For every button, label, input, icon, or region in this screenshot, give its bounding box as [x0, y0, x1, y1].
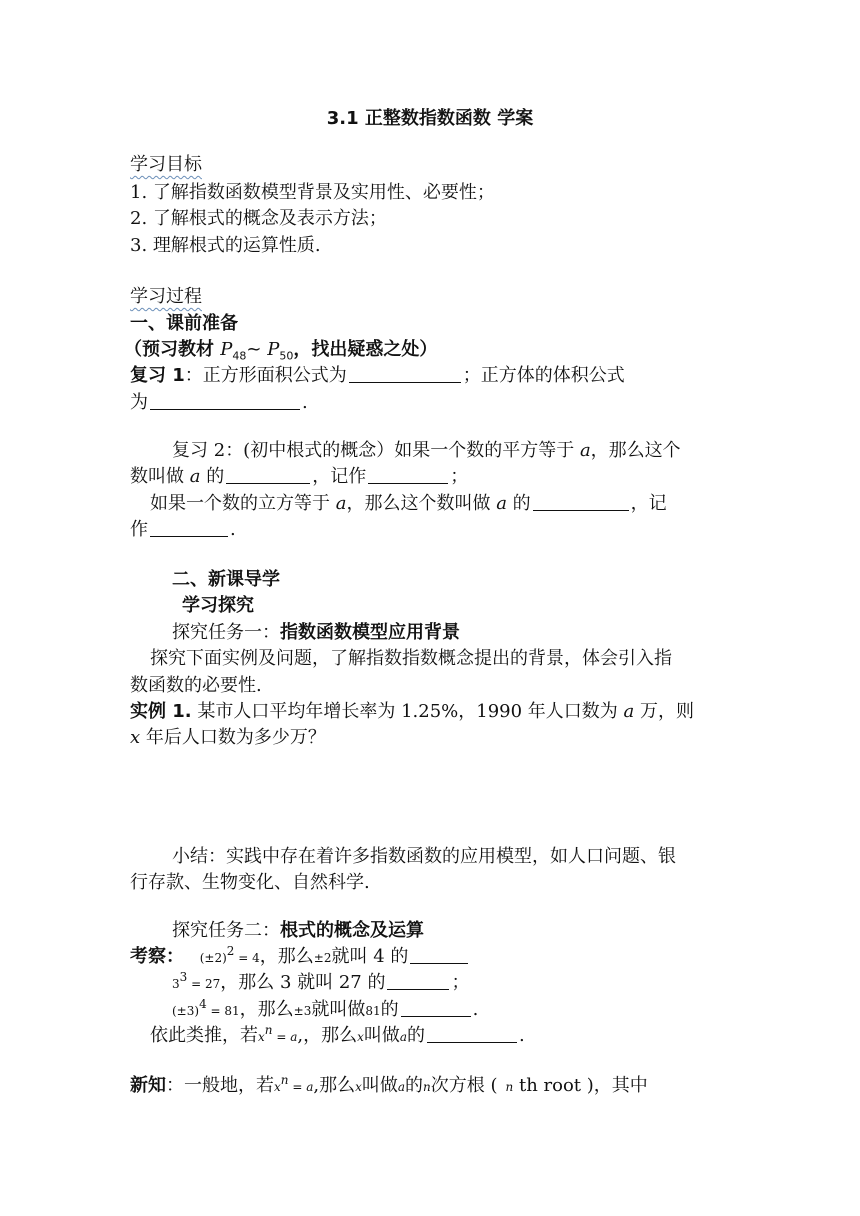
analogy-a: 依此类推，若 [150, 1025, 258, 1046]
example-text2: 万，则 [634, 701, 694, 722]
obs1-eq: = 4 [234, 951, 260, 965]
objective-item-2: 2. 了解根式的概念及表示方法； [130, 208, 387, 229]
example-line1 [130, 699, 694, 725]
example-text3: 年后人口数为多少万？ [140, 727, 326, 748]
obs1-exp: 2 [226, 944, 235, 958]
obs3-text3: 的 [380, 999, 399, 1020]
obs2-eq: = 27 [187, 977, 221, 991]
review1-text: ：正方形面积公式为 [184, 365, 347, 386]
obs2-text: ，那么 3 就叫 27 的 [220, 972, 386, 993]
task1-desc-1: 探究下面实例及问题，了解指数指数概念提出的背景，体会引入指 [150, 648, 672, 669]
newknow-line [130, 1073, 648, 1100]
review1-line2 [130, 390, 308, 416]
review1-label: 复习 1 [130, 365, 185, 386]
review2-line2c: ，记作 [312, 466, 367, 487]
review2-label: 复习 2 [172, 440, 226, 461]
obs2-exp: 3 [179, 970, 188, 984]
analogy-a2: a [399, 1030, 408, 1044]
obs3-exp: 4 [199, 997, 207, 1011]
review1-wei: 为 [130, 392, 148, 413]
newknow-exp: n [280, 1073, 289, 1087]
analogy-x: x [357, 1030, 364, 1044]
page-title: 3.1 正整数指数函数 学案 [326, 108, 534, 129]
preview-s2: 50 [279, 349, 294, 363]
review2-line2a: 数叫做 [130, 466, 190, 487]
obs1-pm2: ±2 [313, 951, 332, 965]
newknow-n: n [423, 1080, 431, 1094]
review2-blank-2[interactable] [368, 465, 448, 484]
explore-heading: 学习探究 [182, 595, 254, 616]
example-x: x [130, 727, 141, 748]
review2-a-2: a [189, 466, 201, 487]
newknow-d: 的 [405, 1075, 424, 1096]
obs3-eq: = 81 [206, 1004, 240, 1018]
summary-text1: ：实践中存在着许多指数函数的应用模型，如人口问题、银 [208, 846, 676, 867]
newknow-e: 次方根 ( [430, 1075, 498, 1096]
obs1-expr: (±2) [199, 951, 227, 965]
newknow-f: th root )，其中 [513, 1075, 648, 1096]
part1-heading: 一、课前准备 [130, 313, 238, 334]
review2-a: a [579, 440, 591, 461]
example-text1: 某市人口平均年增长率为 1.25%，1990 年人口数为 [191, 701, 624, 722]
newknow-expr: x [274, 1080, 281, 1094]
newknow-a: ：一般地，若 [166, 1075, 274, 1096]
task1-label: 探究任务一： [172, 622, 280, 643]
review1-blank-2[interactable] [150, 391, 300, 410]
newknow-a2: a [397, 1080, 406, 1094]
analogy-line [150, 1023, 525, 1050]
obs1-blank[interactable] [410, 945, 468, 964]
objective-item-3: 3. 理解根式的运算性质. [130, 235, 321, 256]
review2-blank-3[interactable] [533, 492, 629, 511]
preview-p2: P [267, 339, 280, 360]
observe-line2 [172, 970, 469, 997]
obs3-text: ，那么 [239, 999, 294, 1020]
preview-text-b: ，找出疑惑之处） [293, 339, 438, 360]
review2-line3b: ，那么这个数叫做 [346, 493, 497, 514]
review2-line4 [130, 517, 236, 543]
analogy-c: 叫做 [363, 1025, 400, 1046]
analogy-period: . [519, 1025, 525, 1046]
review2-period: . [230, 519, 236, 540]
obs2-expr: 3 [172, 977, 180, 991]
analogy-expr: x [258, 1030, 265, 1044]
preview-mid: ~ [246, 339, 268, 360]
review1-line1 [130, 363, 730, 389]
task1-desc-2: 数函数的必要性. [130, 675, 262, 696]
review2-text2: ，那么这个 [590, 440, 681, 461]
obs3-period: . [472, 999, 479, 1020]
task2-title: 根式的概念及运算 [280, 920, 424, 941]
part2-heading: 二、新课导学 [172, 569, 280, 590]
obs3-81: 81 [365, 1004, 381, 1018]
objectives-heading: 学习目标 [130, 154, 202, 175]
review2-line3a: 如果一个数的立方等于 [150, 493, 336, 514]
analogy-blank[interactable] [427, 1024, 517, 1043]
task2-label: 探究任务二： [172, 920, 280, 941]
review1-blank-1[interactable] [349, 364, 461, 383]
process-heading: 学习过程 [130, 286, 202, 307]
newknow-c: 叫做 [361, 1075, 398, 1096]
review2-line3c: 的 [506, 493, 531, 514]
obs3-pm3: ±3 [293, 1004, 312, 1018]
review2-semicolon: ； [450, 466, 469, 487]
summary-label: 小结 [172, 846, 208, 867]
review2-line1 [172, 438, 681, 464]
review1-text2: ；正方体的体积公式 [462, 365, 625, 386]
review2-line3d: ，记 [630, 493, 667, 514]
newknow-n2: n [505, 1080, 514, 1094]
analogy-exp: n [264, 1023, 273, 1037]
review2-line2 [130, 464, 468, 490]
obs3-text2: 就叫做 [311, 999, 366, 1020]
newknow-eq: = a [288, 1080, 314, 1094]
review2-blank-1[interactable] [226, 465, 310, 484]
summary-line2: 行存款、生物变化、自然科学. [130, 872, 370, 893]
preview-line [124, 337, 437, 363]
obs2-blank[interactable] [387, 971, 449, 990]
review2-line4a: 作 [130, 519, 148, 540]
task1-title: 指数函数模型应用背景 [280, 622, 460, 643]
example-line2 [130, 725, 326, 751]
newknow-b: ,那么 [313, 1075, 356, 1096]
review2-text: ：(初中根式的概念）如果一个数的平方等于 [225, 440, 580, 461]
observe-line1 [130, 944, 470, 971]
task2-heading [172, 918, 424, 944]
newknow-label: 新知 [130, 1075, 166, 1096]
review2-line2b: 的 [200, 466, 225, 487]
newknow-x: x [355, 1080, 362, 1094]
observe-label: 考察： [130, 946, 184, 967]
analogy-b: ,，那么 [297, 1025, 358, 1046]
example-label: 实例 1. [130, 701, 192, 722]
preview-text-a: （预习教材 [124, 339, 221, 360]
obs3-blank[interactable] [401, 998, 471, 1017]
obs1-text2: 就叫 4 的 [331, 946, 409, 967]
preview-s1: 48 [232, 349, 247, 363]
review1-period: . [302, 392, 308, 413]
example-a: a [623, 701, 635, 722]
task1-heading [172, 620, 460, 646]
review2-a-3: a [335, 493, 347, 514]
analogy-eq: = a [272, 1030, 298, 1044]
obs1-text: ，那么 [259, 946, 314, 967]
analogy-d: 的 [407, 1025, 426, 1046]
review2-a-4: a [496, 493, 507, 514]
objective-item-1: 1. 了解指数函数模型背景及实用性、必要性； [130, 182, 495, 203]
obs2-semicolon: ； [451, 972, 470, 993]
review2-line3 [150, 491, 667, 517]
obs3-expr: (±3) [172, 1004, 200, 1018]
observe-line3 [172, 997, 478, 1024]
preview-p1: P [220, 339, 233, 360]
review2-blank-4[interactable] [150, 518, 228, 537]
summary-line1 [172, 844, 676, 870]
